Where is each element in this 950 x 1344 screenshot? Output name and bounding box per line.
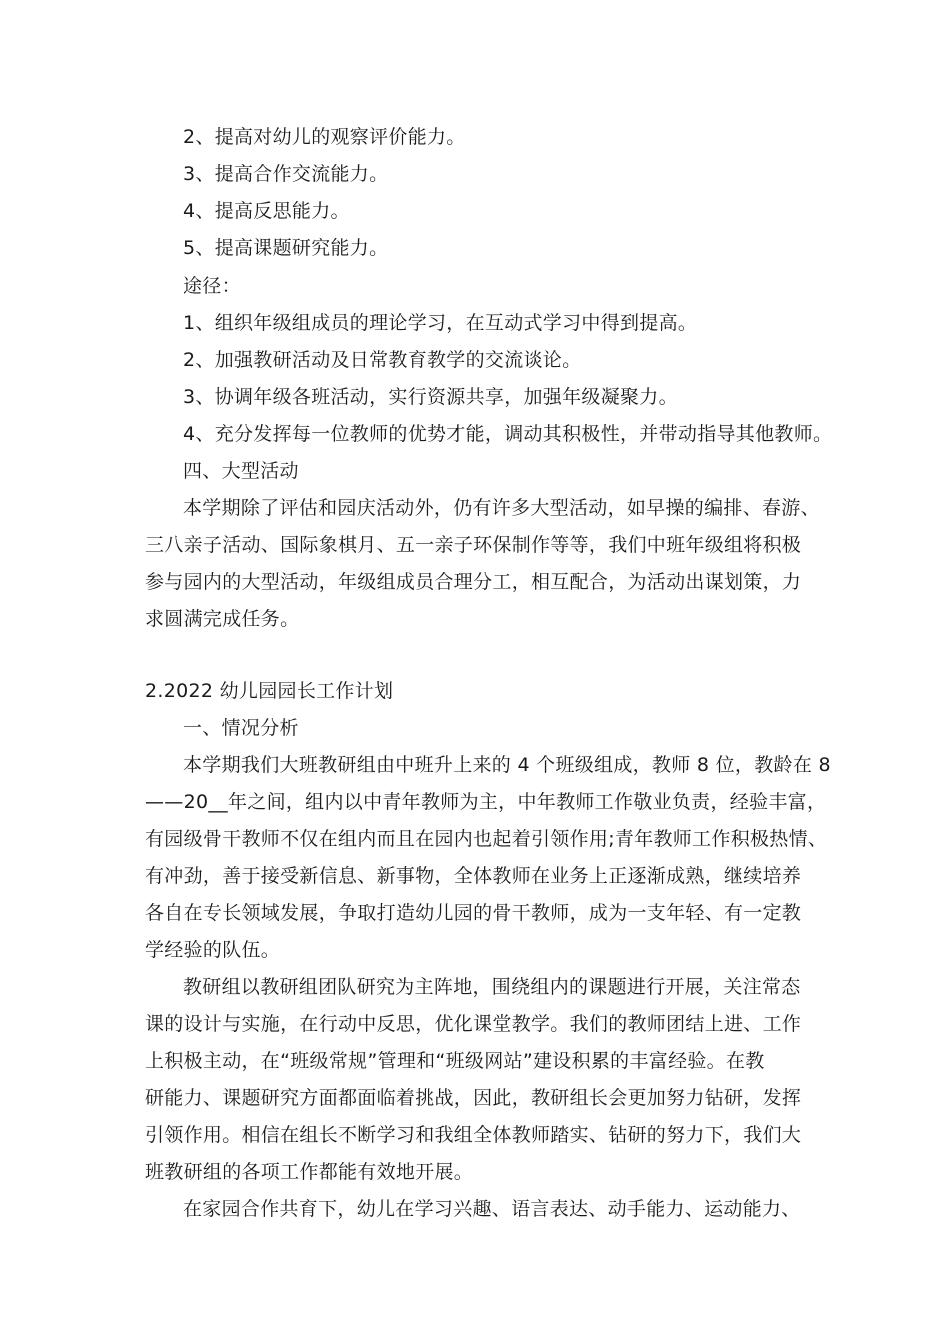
- approach-item: 4、充分发挥每一位教师的优势才能，调动其积极性，并带动指导其他教师。: [183, 423, 833, 445]
- approach-heading: 途径：: [183, 275, 241, 297]
- paragraph-line: 求圆满完成任务。: [145, 608, 300, 630]
- goal-item: 3、提高合作交流能力。: [183, 163, 389, 185]
- paragraph-line: 引领作用。相信在组长不断学习和我组全体教师踏实、钻研的努力下，我们大: [145, 1124, 802, 1146]
- paragraph-line: 课的设计与实施，在行动中反思，优化课堂教学。我们的教师团结上进、工作: [145, 1013, 802, 1035]
- paragraph-line: 参与园内的大型活动，年级组成员合理分工，相互配合，为活动出谋划策，力: [145, 571, 802, 593]
- situation-heading: 一、情况分析: [183, 717, 299, 739]
- approach-item: 1、组织年级组成员的理论学习，在互动式学习中得到提高。: [183, 312, 698, 334]
- paragraph-line: 在家园合作共育下，幼儿在学习兴趣、语言表达、动手能力、运动能力、: [183, 1198, 801, 1220]
- goal-item: 2、提高对幼儿的观察评价能力。: [183, 126, 466, 148]
- paragraph-line: 本学期我们大班教研组由中班升上来的 4 个班级组成，教师 8 位，教龄在 8: [183, 754, 831, 776]
- paragraph-line: 研能力、课题研究方面都面临着挑战，因此，教研组长会更加努力钻研，发挥: [145, 1087, 802, 1109]
- paragraph-line: 各自在专长领域发展，争取打造幼儿园的骨干教师，成为一支年轻、有一定教: [145, 902, 802, 924]
- approach-item: 2、加强教研活动及日常教育教学的交流谈论。: [183, 349, 582, 371]
- paragraph-line: 学经验的队伍。: [145, 939, 281, 961]
- paragraph-line: 教研组以教研组团队研究为主阵地，围绕组内的课题进行开展，关注常态: [183, 976, 801, 998]
- paragraph-line: 班教研组的各项工作都能有效地开展。: [145, 1161, 474, 1183]
- paragraph-line: 上积极主动，在“班级常规”管理和“班级网站”建设积累的丰富经验。在教: [145, 1050, 765, 1072]
- activities-heading: 四、大型活动: [183, 460, 299, 482]
- paragraph-line: 三八亲子活动、国际象棋月、五一亲子环保制作等等，我们中班年级组将积极: [145, 534, 802, 556]
- paragraph-line: ——20__年之间，组内以中青年教师为主，中年教师工作敬业负责，经验丰富，: [145, 791, 827, 813]
- paragraph-line: 有冲劲，善于接受新信息、新事物，全体教师在业务上正逐渐成熟，继续培养: [145, 865, 802, 887]
- paragraph-line: 本学期除了评估和园庆活动外，仍有许多大型活动，如早操的编排、春游、: [183, 497, 820, 519]
- goal-item: 4、提高反思能力。: [183, 200, 350, 222]
- approach-item: 3、协调年级各班活动，实行资源共享，加强年级凝聚力。: [183, 386, 678, 408]
- section-title: 2.2022 幼儿园园长工作计划: [145, 680, 394, 702]
- paragraph-line: 有园级骨干教师不仅在组内而且在园内也起着引领作用;青年教师工作积极热情、: [145, 828, 828, 850]
- goal-item: 5、提高课题研究能力。: [183, 237, 389, 259]
